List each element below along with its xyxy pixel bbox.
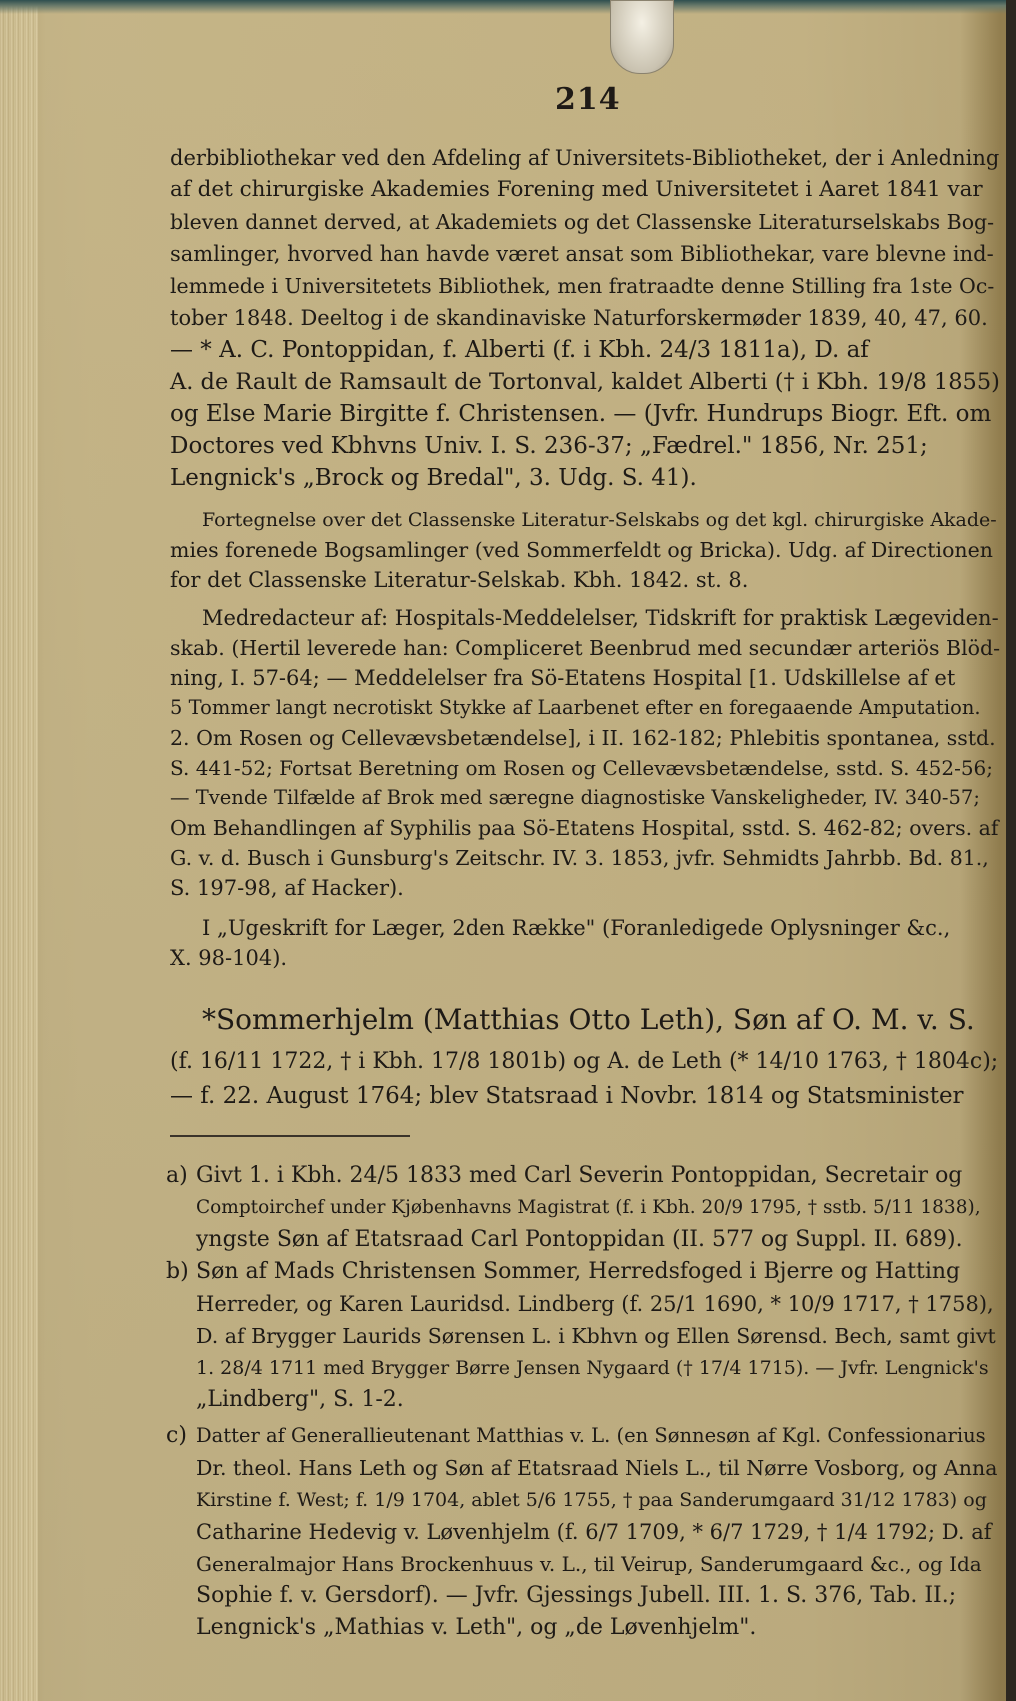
page-number: 214	[555, 82, 621, 117]
text-line: Om Behandlingen af Syphilis paa Sö-Etatens Hospital, sstd. S. 462-82; overs. af	[170, 816, 999, 840]
text-line: S. 441-52; Fortsat Beretning om Rosen og Cellevævsbetændelse, sstd. S. 452-56;	[170, 756, 994, 780]
footnote-line: Generalmajor Hans Brockenhuus v. L., til Veirup, Sanderumgaard &c., og Ida	[196, 1552, 982, 1576]
footnote-label: a)	[166, 1163, 188, 1188]
footnote-line: yngste Søn af Etatsraad Carl Pontoppidan (II. 577 og Suppl. II. 689).	[196, 1227, 963, 1252]
text-line: ning, I. 57-64; — Meddelelser fra Sö-Etatens Hospital [1. Udskillelse af et	[170, 666, 956, 690]
text-line: derbibliothekar ved den Afdeling af Universitets-Bibliotheket, der i Anledning	[170, 146, 1000, 170]
text-line: af det chirurgiske Akademies Forening med Universitetet i Aaret 1841 var	[170, 177, 983, 202]
text-line: samlinger, hvorved han havde været ansat som Bibliothekar, vare blevne ind-	[170, 242, 994, 266]
footnote-line: Dr. theol. Hans Leth og Søn af Etatsraad Niels L., til Nørre Vosborg, og Anna	[196, 1456, 998, 1480]
footnote-label: c)	[166, 1423, 187, 1448]
text-line: G. v. d. Busch i Gunsburg's Zeitschr. IV. 3. 1853, jvfr. Sehmidts Jahrbb. Bd. 81.,	[170, 846, 989, 870]
text-line: A. de Rault de Ramsault de Tortonval, kaldet Alberti († i Kbh. 19/8 1855)	[170, 369, 1000, 395]
footnote-line: 1. 28/4 1711 med Brygger Børre Jensen Nygaard († 17/4 1715). — Jvfr. Lengnick's	[196, 1357, 989, 1379]
text-line: X. 98-104).	[170, 946, 288, 970]
footnote-line: D. af Brygger Laurids Sørensen L. i Kbhvn og Ellen Sørensd. Bech, samt givt	[196, 1324, 996, 1348]
footnote-line: Datter af Generallieutenant Matthias v. L. (en Sønnesøn af Kgl. Confessionarius	[196, 1424, 986, 1447]
entry-heading: *Sommerhjelm (Matthias Otto Leth), Søn af O. M. v. S.	[202, 1003, 975, 1036]
text-line: bleven dannet derved, at Akademiets og det Classenske Literaturselskabs Bog-	[170, 210, 995, 234]
footnote-label: b)	[166, 1259, 189, 1284]
text-line: — f. 22. August 1764; blev Statsraad i Novbr. 1814 og Statsminister	[170, 1083, 964, 1109]
text-line: — Tvende Tilfælde af Brok med særegne diagnostiske Vanskeligheder, IV. 340-57;	[170, 786, 980, 809]
text-line: mies forenede Bogsamlinger (ved Sommerfeldt og Bricka). Udg. af Directionen	[170, 538, 993, 562]
text-line: Doctores ved Kbhvns Univ. I. S. 236-37; „Fædrel." 1856, Nr. 251;	[170, 433, 928, 459]
text-line: Lengnick's „Brock og Bredal", 3. Udg. S. 41).	[170, 465, 697, 491]
text-line: (f. 16/11 1722, † i Kbh. 17/8 1801b) og A. de Leth (* 14/10 1763, † 1804c);	[170, 1049, 999, 1074]
footnote-line: Catharine Hedevig v. Løvenhjelm (f. 6/7 1709, * 6/7 1729, † 1/4 1792; D. af	[196, 1520, 992, 1544]
text-line: S. 197-98, af Hacker).	[170, 876, 404, 900]
page-top-edge	[0, 0, 1006, 14]
text-line: I „Ugeskrift for Læger, 2den Række" (Foranledigede Oplysninger &c.,	[202, 916, 951, 940]
footnote-line: „Lindberg", S. 1-2.	[196, 1387, 404, 1412]
text-line: tober 1848. Deeltog i de skandinaviske Naturforskermøder 1839, 40, 47, 60.	[170, 306, 988, 330]
text-line: skab. (Hertil leverede han: Compliceret Beenbrud med secundær arteriös Blöd-	[170, 636, 1001, 660]
text-line: Fortegnelse over det Classenske Literatur-Selskabs og det kgl. chirurgiske Akade-	[202, 509, 997, 531]
footnote-line: Herreder, og Karen Lauridsd. Lindberg (f. 25/1 1690, * 10/9 1717, † 1758),	[196, 1292, 994, 1316]
footnote-line: Lengnick's „Mathias v. Leth", og „de Løvenhjelm".	[196, 1615, 757, 1640]
footnote-line: Søn af Mads Christensen Sommer, Herredsfoged i Bjerre og Hatting	[196, 1259, 961, 1284]
footnote-line: Kirstine f. West; f. 1/9 1704, ablet 5/6 1755, † paa Sanderumgaard 31/12 1783) og	[196, 1489, 987, 1511]
text-line: — * A. C. Pontoppidan, f. Alberti (f. i Kbh. 24/3 1811a), D. af	[170, 337, 869, 363]
text-line: 5 Tommer langt necrotiskt Stykke af Laarbenet efter en foregaaende Amputation.	[170, 696, 981, 719]
text-line: Medredacteur af: Hospitals-Meddelelser, Tidskrift for praktisk Lægeviden-	[202, 606, 999, 630]
text-line: lemmede i Universitetets Bibliothek, men fratraadte denne Stilling fra 1ste Oc-	[170, 274, 995, 298]
footnote-line: Givt 1. i Kbh. 24/5 1833 med Carl Severin Pontoppidan, Secretair og	[196, 1163, 963, 1188]
footnote-line: Comptoirchef under Kjøbenhavns Magistrat (f. i Kbh. 20/9 1795, † sstb. 5/11 1838),	[196, 1197, 981, 1218]
footnote-divider	[170, 1135, 410, 1137]
paper-clip-icon	[610, 0, 674, 74]
text-line: for det Classenske Literatur-Selskab. Kbh. 1842. st. 8.	[170, 568, 749, 592]
text-line: 2. Om Rosen og Cellevævsbetændelse], i II. 162-182; Phlebitis spontanea, sstd.	[170, 726, 996, 750]
text-line: og Else Marie Birgitte f. Christensen. — (Jvfr. Hundrups Biogr. Eft. om	[170, 401, 992, 427]
page-spine-edge	[0, 0, 38, 1701]
footnote-line: Sophie f. v. Gersdorf). — Jvfr. Gjessings Jubell. III. 1. S. 376, Tab. II.;	[196, 1583, 957, 1608]
